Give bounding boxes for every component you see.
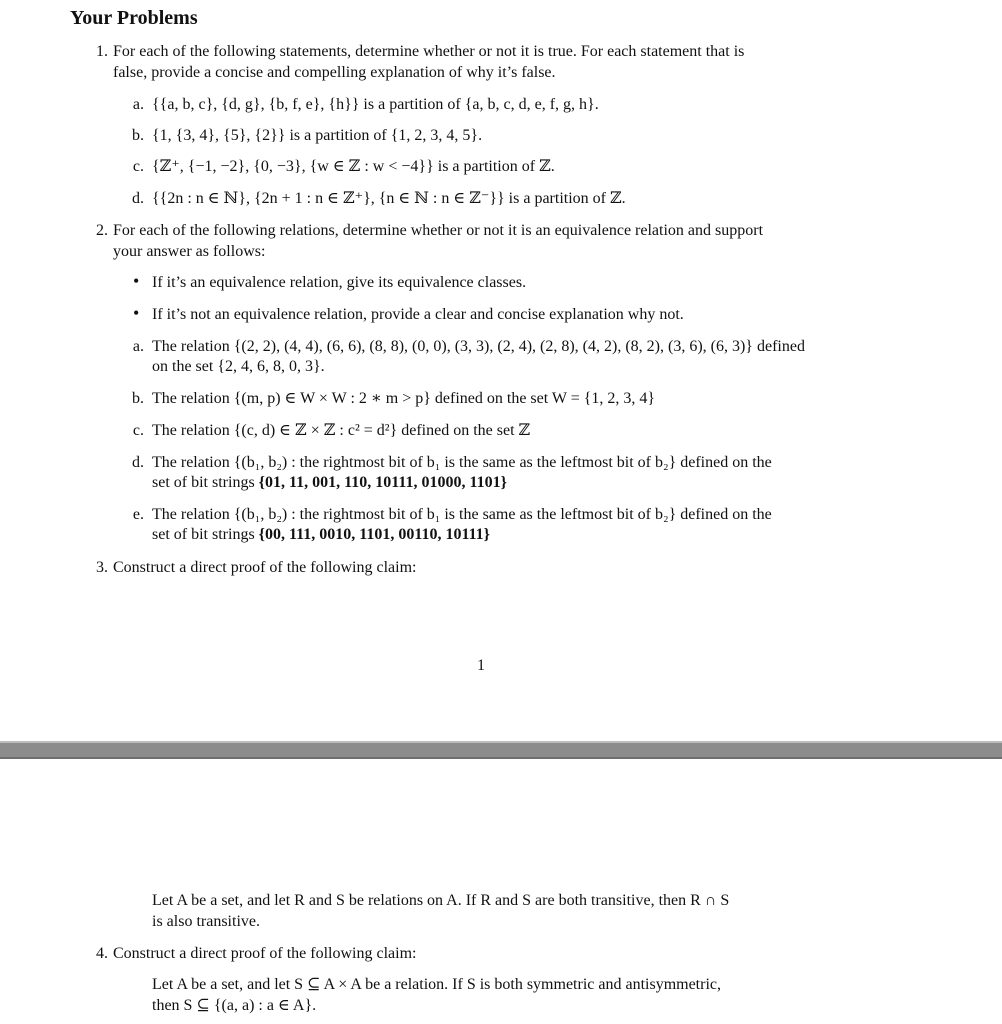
bullet-text: If it’s an equivalence relation, give its equivalence classes.: [152, 274, 527, 291]
item-label: e.: [132, 506, 144, 523]
bullet-icon: •: [133, 303, 140, 323]
item-label: a.: [132, 96, 144, 113]
statement-a: {{a, b, c}, {d, g}, {b, f, e}, {h}} is a partition of {a, b, c, d, e, f, g, h}.: [152, 96, 599, 113]
item-label: b.: [132, 127, 144, 144]
problem-number: 3.: [96, 559, 108, 576]
problem-text: your answer as follows:: [113, 243, 266, 260]
relation-e-cont: [152, 524, 490, 545]
problem-text: Construct a direct proof of the following claim:: [113, 559, 417, 576]
claim-text: Let A be a set, and let S ⊆ A × A be a relation. If S is both symmetric and antisymmetric,: [152, 976, 721, 993]
statement-d: {{2n : n ∈ ℕ}, {2n + 1 : n ∈ ℤ⁺}, {n ∈ ℕ : n ∈ ℤ⁻}} is a partition of ℤ.: [152, 190, 626, 207]
claim-text: is also transitive.: [152, 913, 260, 930]
problem-text: For each of the following relations, determine whether or not it is an equivalence relation and support: [113, 222, 764, 239]
relation-e: The relation {(b₁, b₂) : the rightmost bit of b₁ is the same as the leftmost bit of b₂} defined on the: [152, 506, 772, 523]
item-label: b.: [132, 390, 144, 407]
relation-a: The relation {(2, 2), (4, 4), (6, 6), (8, 8), (0, 0), (3, 3), (2, 4), (2, 8), (4, 2), (8, 2), (3, 6), (6, 3)} defined: [152, 338, 805, 355]
relation-a-cont: on the set {2, 4, 6, 8, 0, 3}.: [152, 358, 325, 375]
relation-d: The relation {(b₁, b₂) : the rightmost bit of b₁ is the same as the leftmost bit of b₂} defined on the: [152, 454, 772, 471]
item-label: d.: [132, 190, 144, 207]
problem-text: Construct a direct proof of the following claim:: [113, 945, 417, 962]
relation-b: The relation {(m, p) ∈ W × W : 2 ∗ m > p} defined on the set W = {1, 2, 3, 4}: [152, 390, 656, 407]
statement-c: {ℤ⁺, {−1, −2}, {0, −3}, {w ∈ ℤ : w < −4}} is a partition of ℤ.: [152, 158, 555, 175]
claim-text: Let A be a set, and let R and S be relations on A. If R and S are both transitive, then R ∩ S: [152, 892, 730, 909]
relation-c: The relation {(c, d) ∈ ℤ × ℤ : c² = d²} defined on the set ℤ: [152, 422, 531, 439]
problem-text: false, provide a concise and compelling explanation of why it’s false.: [113, 64, 556, 81]
problem-text: For each of the following statements, determine whether or not it is true. For each statement that is: [113, 43, 745, 60]
page-divider: [0, 741, 1002, 759]
section-heading: Your Problems: [70, 7, 198, 29]
problem-number: 2.: [96, 222, 108, 239]
set-label: set of bit strings: [152, 474, 259, 491]
problem-number: 4.: [96, 945, 108, 962]
claim-text: then S ⊆ {(a, a) : a ∈ A}.: [152, 997, 317, 1014]
set-label: set of bit strings: [152, 526, 259, 543]
statement-b: {1, {3, 4}, {5}, {2}} is a partition of {1, 2, 3, 4, 5}.: [152, 127, 483, 144]
item-label: d.: [132, 454, 144, 471]
page-number: 1: [477, 657, 485, 674]
bullet-text: If it’s not an equivalence relation, provide a clear and concise explanation why not.: [152, 306, 684, 323]
bit-string-set: {01, 11, 001, 110, 10111, 01000, 1101}: [258, 474, 507, 491]
bullet-icon: •: [133, 271, 140, 291]
bit-string-set: {00, 111, 0010, 1101, 00110, 10111}: [258, 526, 490, 543]
item-label: c.: [132, 422, 144, 439]
item-label: c.: [132, 158, 144, 175]
relation-d-cont: [152, 472, 507, 493]
item-label: a.: [132, 338, 144, 355]
problem-number: 1.: [96, 43, 108, 60]
